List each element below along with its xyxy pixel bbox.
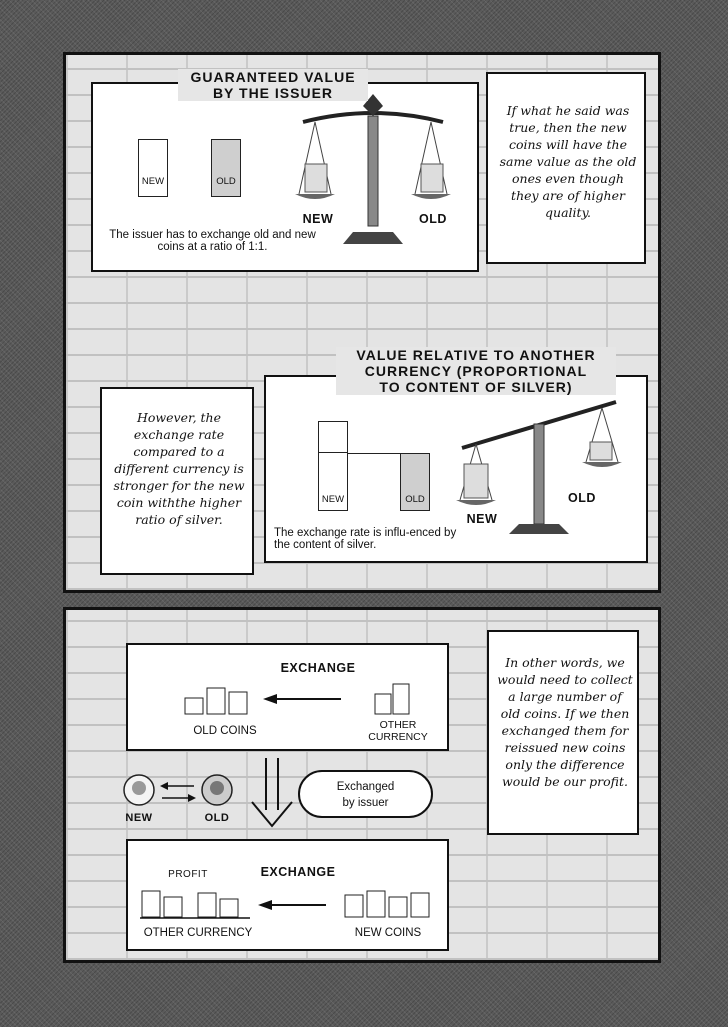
- coin-new-label: NEW: [125, 812, 153, 824]
- guaranteed-value-box: [91, 82, 479, 272]
- note-box-3: [487, 630, 639, 835]
- panel-bottom: [63, 607, 661, 963]
- connector-line: [348, 453, 400, 454]
- swap-arrows-icon: [160, 781, 196, 803]
- exchanged-by-issuer-bubble: [298, 770, 433, 818]
- new-coin-bar-tall: NEW: [318, 421, 348, 511]
- note-text-1: If what he said was true, then the new coins will have the same value as the old ones even though they are of higher quality.: [499, 103, 637, 220]
- new-coins-label: NEW COINS: [354, 927, 422, 939]
- coin-old-icon: [200, 773, 234, 807]
- coin-new-icon: [122, 773, 156, 807]
- exchange-label-bottom: EXCHANGE: [260, 865, 336, 879]
- scale-label-old: OLD: [419, 212, 447, 226]
- relative-caption: The exchange rate is influ-enced by the content of silver.: [274, 527, 457, 551]
- old-coin-bar: OLD: [211, 139, 241, 197]
- coin-stack-other-icon: [373, 680, 413, 716]
- exchange-label-top: EXCHANGE: [280, 661, 356, 675]
- scale-label-new: NEW: [302, 212, 334, 226]
- note-box-1: [486, 72, 646, 264]
- old-coin-bar-short: OLD: [400, 453, 430, 511]
- arrow-left-icon-2: [258, 899, 328, 911]
- old-coins-label: OLD COINS: [193, 725, 257, 737]
- exchange-box-bottom: [126, 839, 449, 951]
- profit-label: PROFIT: [168, 869, 208, 880]
- note-text-3: In other words, we would need to collect a large number of old coins. If we then exchanged them for reissued new coins only the difference would be our profit.: [497, 655, 633, 789]
- arrow-left-icon: [263, 693, 343, 705]
- note-text-2: However, the exchange rate compared to a different currency is stronger for the new coin withthe higher ratio of silver.: [113, 410, 245, 527]
- guaranteed-title: GUARANTEED VALUE BY THE ISSUER: [178, 69, 368, 101]
- double-arrow-down-icon: [250, 758, 294, 828]
- coin-stacks-profit-icon: [140, 883, 250, 919]
- bubble-text: Exchanged by issuer: [336, 781, 395, 809]
- coin-stacks-new-icon: [343, 883, 433, 919]
- coin-stacks-old-icon: [183, 680, 253, 716]
- scale2-label-new: NEW: [466, 512, 498, 526]
- new-coin-bar: NEW: [138, 139, 168, 197]
- exchange-box-top: [126, 643, 449, 751]
- relative-value-box: [264, 375, 648, 563]
- note-box-2: [100, 387, 254, 575]
- scale2-label-old: OLD: [568, 491, 596, 505]
- panel-top: [63, 52, 661, 593]
- guaranteed-caption: The issuer has to exchange old and new coins at a ratio of 1:1.: [109, 229, 316, 253]
- other-currency-label: OTHER CURRENCY: [368, 719, 428, 743]
- relative-title: VALUE RELATIVE TO ANOTHER CURRENCY (PROPORTIONAL TO CONTENT OF SILVER): [336, 347, 616, 395]
- other-currency-bottom-label: OTHER CURRENCY: [143, 927, 253, 939]
- coin-old-label: OLD: [204, 812, 230, 824]
